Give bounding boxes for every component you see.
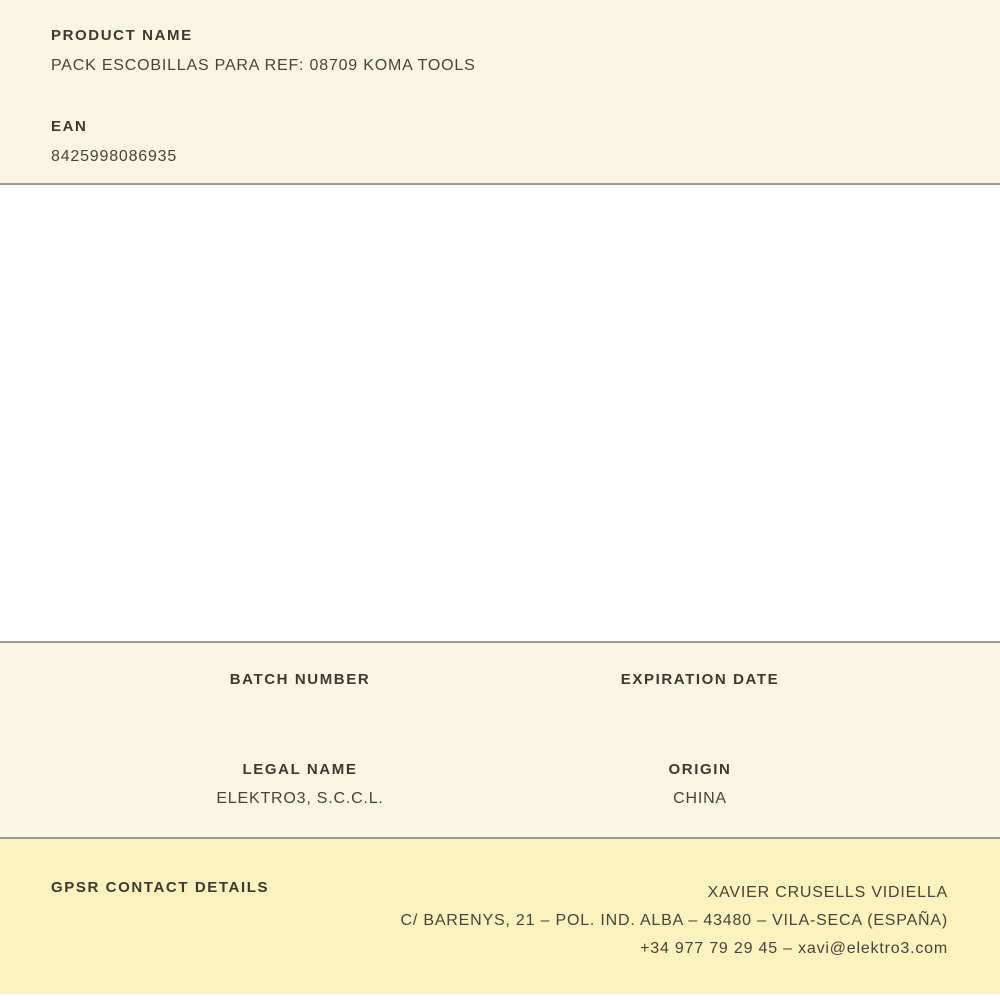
gpsr-contact-details xyxy=(401,879,949,963)
legal-name-value: ELEKTRO3, S.C.C.L. xyxy=(216,790,384,807)
ean-label: EAN xyxy=(51,118,88,135)
gpsr-contact-name: XAVIER CRUSELLS VIDIELLA xyxy=(707,884,948,901)
ean-value: 8425998086935 xyxy=(51,148,178,165)
expiration-date-value xyxy=(500,700,900,718)
expiration-date-field xyxy=(500,671,900,718)
gpsr-contact-label: GPSR CONTACT DETAILS xyxy=(51,879,270,896)
batch-number-label: BATCH NUMBER xyxy=(229,671,371,688)
details-section xyxy=(0,643,1000,839)
ean-field xyxy=(51,118,948,166)
legal-name-label: LEGAL NAME xyxy=(242,761,358,778)
details-grid xyxy=(100,671,900,808)
product-name-field xyxy=(51,27,948,75)
origin-field xyxy=(500,761,900,808)
legal-name-field xyxy=(100,761,500,808)
product-header-section xyxy=(0,0,1000,185)
gpsr-contact-address: C/ BARENYS, 21 – POL. IND. ALBA – 43480 – VILA-SECA (ESPAÑA) xyxy=(400,912,948,929)
origin-value: CHINA xyxy=(673,790,727,807)
gpsr-contact-section xyxy=(0,839,1000,994)
batch-number-field xyxy=(100,671,500,718)
gpsr-contact-phone-email: +34 977 79 29 45 – xavi@elektro3.com xyxy=(640,940,948,957)
origin-label: ORIGIN xyxy=(668,761,732,778)
batch-number-value xyxy=(100,700,500,718)
product-image-placeholder xyxy=(0,185,1000,643)
product-name-label: PRODUCT NAME xyxy=(51,27,193,44)
expiration-date-label: EXPIRATION DATE xyxy=(620,671,780,688)
product-name-value: PACK ESCOBILLAS PARA REF: 08709 KOMA TOOLS xyxy=(51,57,476,74)
